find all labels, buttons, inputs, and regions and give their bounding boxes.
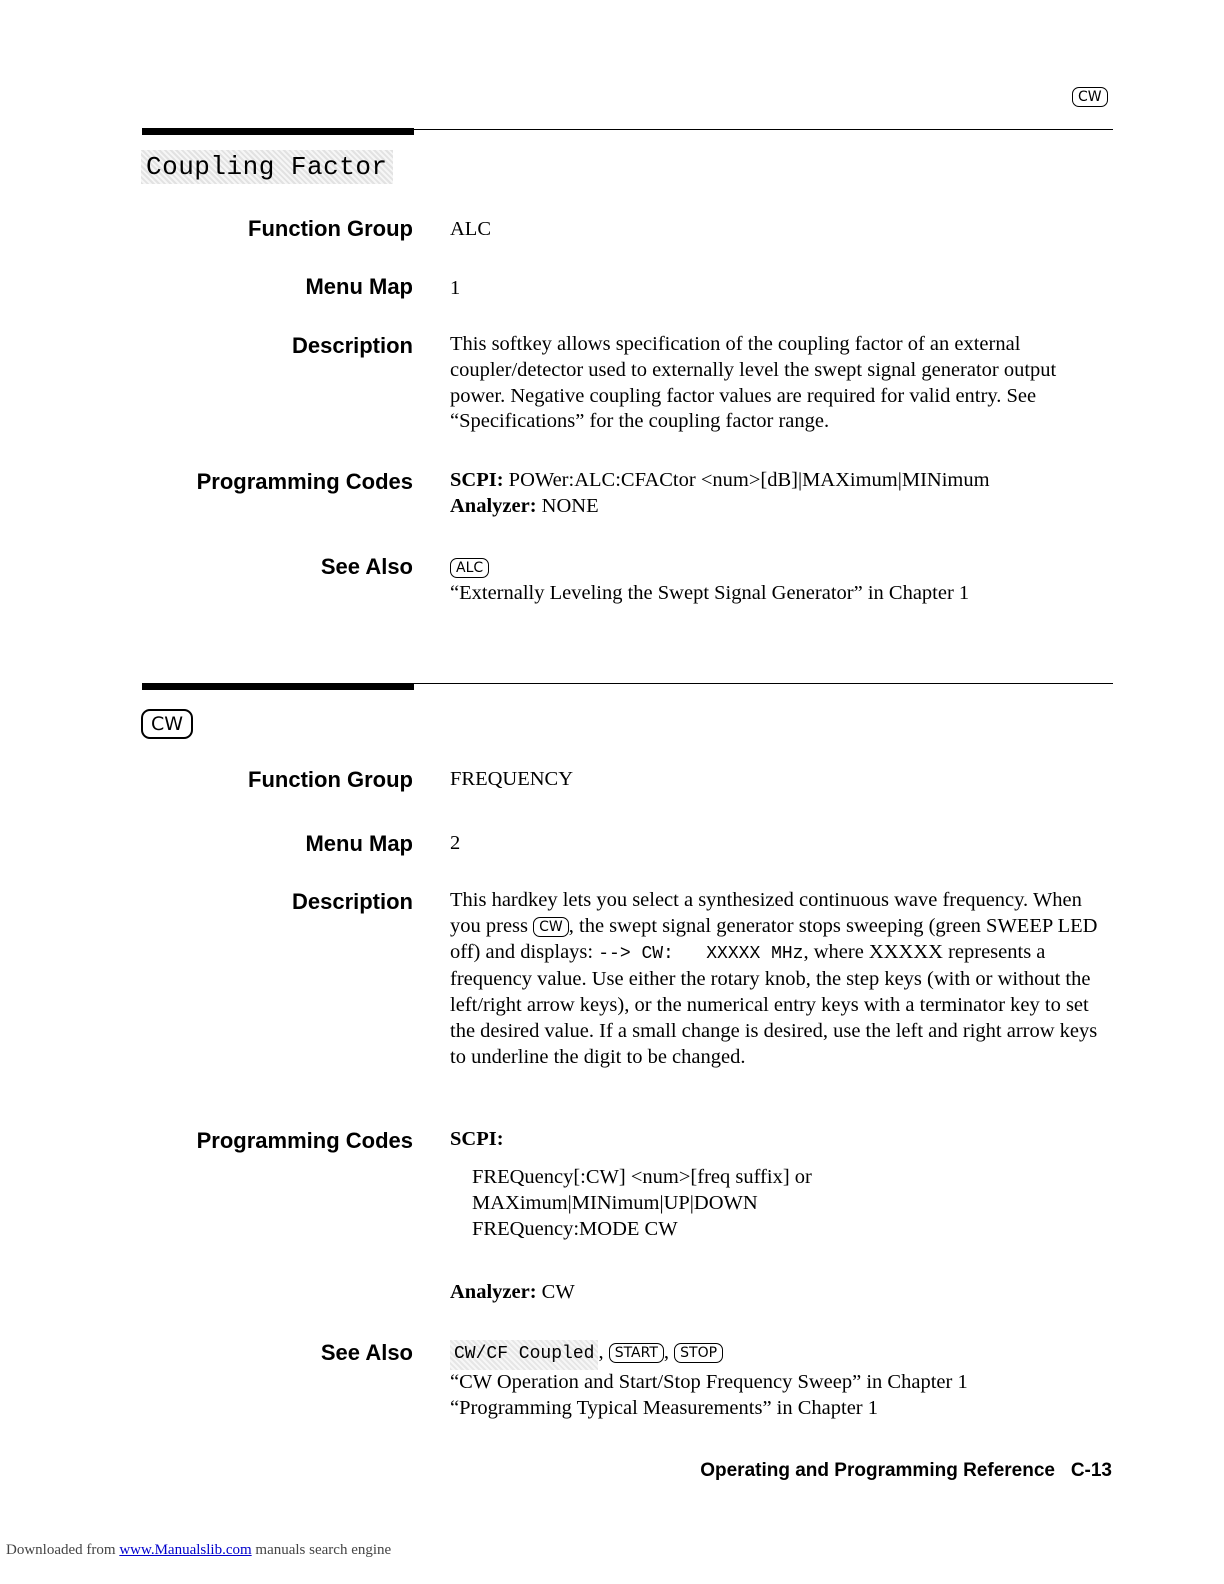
s2-function-group-value: FREQUENCY xyxy=(450,768,574,790)
section2-title-cw-key: CW xyxy=(141,709,193,739)
manualslib-link[interactable]: www.Manualslib.com xyxy=(119,1542,252,1558)
s2-scpi-lines xyxy=(472,1165,1137,1242)
header-cw-key: CW xyxy=(1072,87,1108,107)
s2-see-also-label: See Also xyxy=(320,1340,413,1365)
section2-rule-bar xyxy=(142,683,414,690)
s1-programming-codes-label: Programming Codes xyxy=(196,469,413,494)
s1-description-label: Description xyxy=(291,333,413,358)
s2-function-group-label: Function Group xyxy=(248,767,413,792)
download-notice xyxy=(6,1542,391,1559)
footer-page-number: C-13 xyxy=(1070,1460,1112,1481)
alc-key: ALC xyxy=(450,558,489,578)
cw-cf-coupled-softkey: CW/CF Coupled xyxy=(450,1340,598,1370)
download-prefix: Downloaded from xyxy=(6,1542,116,1558)
s1-description-text: This softkey allows specification of the coupling factor of an external coupler/detector used to externally level the swept signal generator output power. Negative coupling factor values are required for valid entry. See “Specifications” for the coupling factor range. xyxy=(450,333,1057,433)
s2-scpi-label: SCPI: xyxy=(450,1128,504,1150)
stop-key: STOP xyxy=(674,1343,723,1363)
s2-see-also-line2: “Programming Typical Measurements” in Chapter 1 xyxy=(450,1396,879,1419)
s2-scpi-line: FREQuency:MODE CW xyxy=(472,1217,678,1240)
s2-analyzer-label: Analyzer: xyxy=(450,1281,537,1303)
s2-see-also-line1: “CW Operation and Start/Stop Frequency Sweep” in Chapter 1 xyxy=(450,1370,968,1393)
s2-description-label: Description xyxy=(291,889,413,914)
cw-key-inline: CW xyxy=(533,917,569,937)
page-footer xyxy=(700,1460,1112,1482)
s1-menu-map-label: Menu Map xyxy=(305,274,413,299)
s1-see-also xyxy=(450,555,1115,607)
s1-programming-codes xyxy=(450,468,1115,520)
s2-programming-codes-label: Programming Codes xyxy=(196,1128,413,1153)
s2-desc-display: --> CW: XXXXX MHz xyxy=(598,943,804,964)
s1-scpi-code: POWer:ALC:CFACtor <num>[dB]|MAXimum|MINimum xyxy=(508,469,990,491)
s1-function-group-value: ALC xyxy=(450,218,491,240)
s2-scpi-line: FREQuency[:CW] <num>[freq suffix] or xyxy=(472,1166,812,1188)
footer-title: Operating and Programming Reference xyxy=(700,1460,1055,1481)
s1-menu-map-value: 1 xyxy=(450,277,461,299)
s1-see-also-text: “Externally Leveling the Swept Signal Generator” in Chapter 1 xyxy=(450,581,970,604)
section1-rule-bar xyxy=(142,128,414,135)
start-key: START xyxy=(609,1343,664,1363)
s1-function-group-label: Function Group xyxy=(248,216,413,241)
download-suffix: manuals search engine xyxy=(255,1542,392,1558)
s2-menu-map-label: Menu Map xyxy=(305,831,413,856)
s2-see-also: CW/CF Coupled , START , STOP “CW Operation and Start/Stop Frequency Sweep” in Chapter 1 “Programming Typical Measurements” in Chapter 1 xyxy=(450,1340,1115,1421)
s2-description-text xyxy=(450,888,1115,1071)
s2-desc-part1: This hardkey lets you select a synthesized continuous wave frequency. When you press xyxy=(450,889,1082,937)
s2-analyzer-line xyxy=(450,1280,1115,1306)
s2-menu-map-value: 2 xyxy=(450,832,461,854)
s1-scpi-label: SCPI: xyxy=(450,469,504,491)
s1-see-also-label: See Also xyxy=(320,554,413,579)
s1-analyzer-line xyxy=(450,494,1115,520)
s1-scpi-line xyxy=(450,468,1115,494)
s2-scpi-line: MAXimum|MINimum|UP|DOWN xyxy=(472,1191,758,1214)
s1-analyzer-code: NONE xyxy=(541,494,599,517)
s2-desc-part3: , where XXXXX represents a frequency value. Use either the rotary knob, the step keys (with or without the left/right arrow keys), or the numerical entry keys with a terminator key to set the desired value. If a small change is desired, use the left and right arrow keys to underline the digit to be changed. xyxy=(450,940,1098,1068)
s2-analyzer-code: CW xyxy=(541,1281,575,1303)
s1-analyzer-label: Analyzer: xyxy=(450,494,537,517)
section1-title: Coupling Factor xyxy=(141,150,393,184)
s2-desc-part2: , the swept signal generator stops sweeping (green SWEEP LED off) and displays: xyxy=(450,914,1098,963)
